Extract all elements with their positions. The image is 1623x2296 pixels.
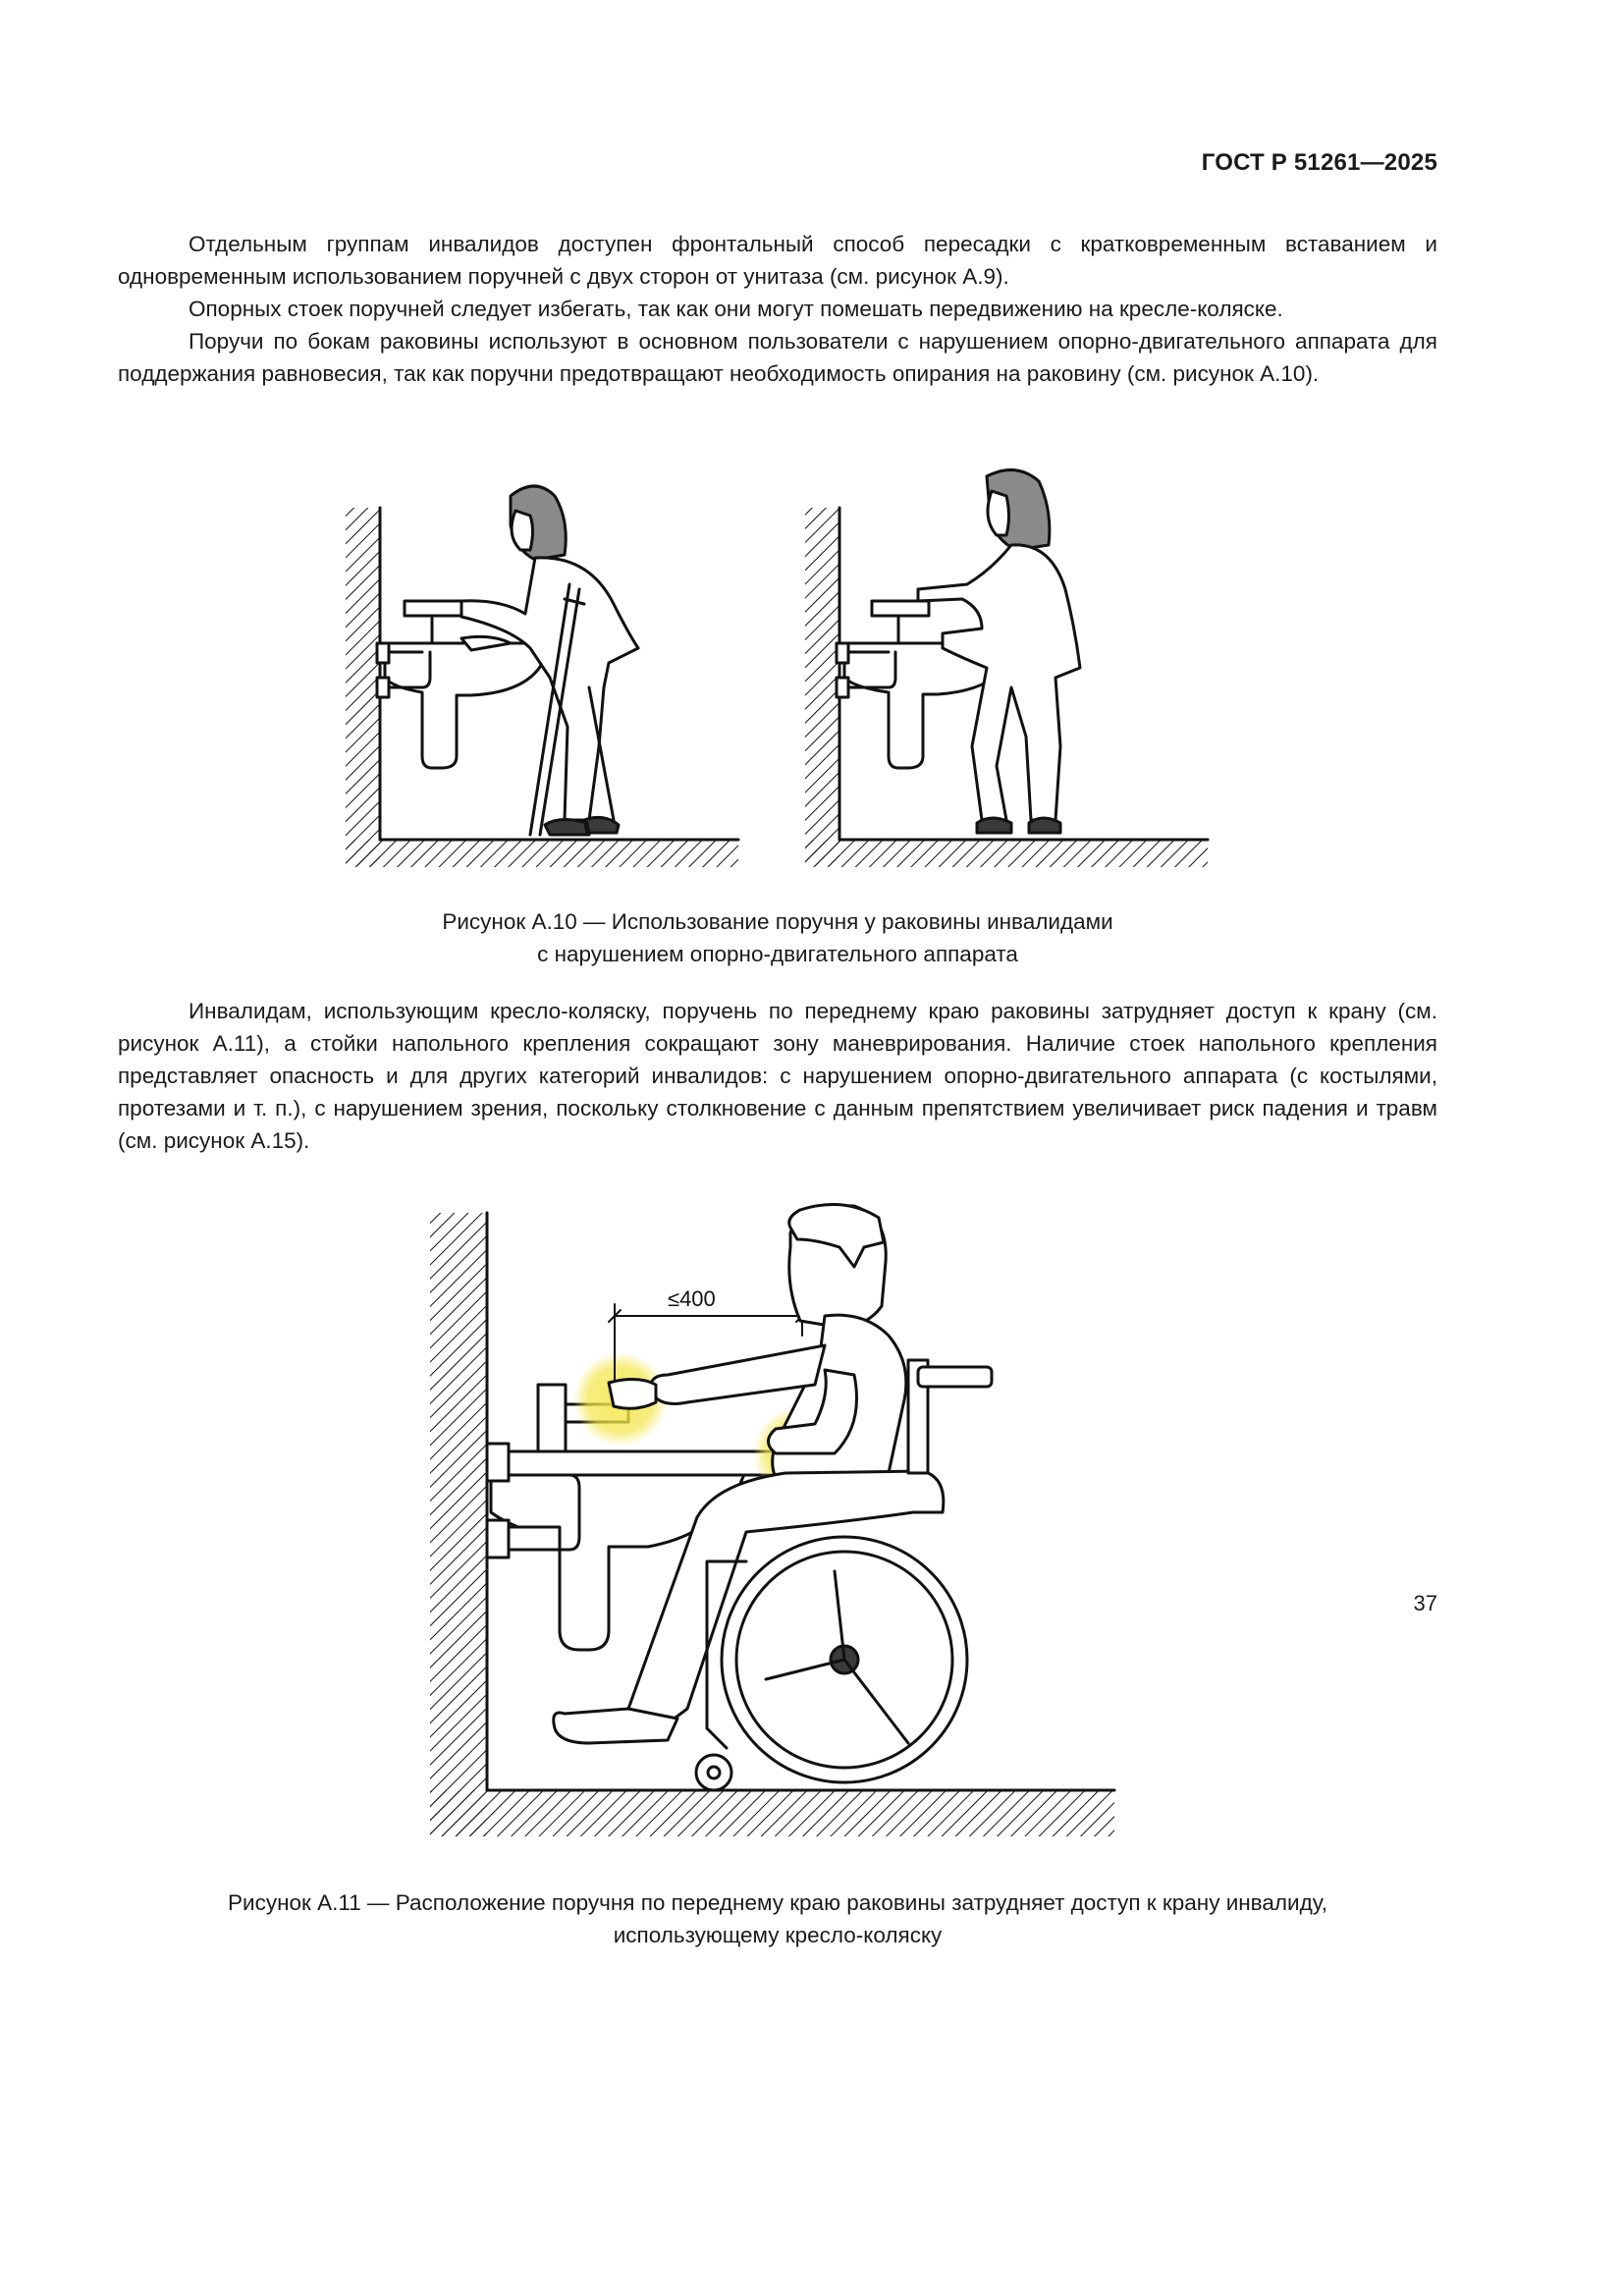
paragraph-frontal-transfer: Отдельным группам инвалидов доступен фронтальный способ пересадки с кратковременным вставанием и одновременным использованием поручней с двух сторон от унитаза (см. рисунок А.9). bbox=[118, 232, 1437, 289]
hand-icon bbox=[609, 1379, 656, 1408]
middle-paragraph-block bbox=[118, 995, 1437, 1157]
figure-a10-right-illustration bbox=[805, 470, 1208, 867]
foot-icon bbox=[554, 1709, 677, 1743]
faucet-icon bbox=[405, 601, 463, 616]
figure-a11-illustration bbox=[430, 1205, 1114, 1836]
floor-hatch bbox=[430, 1790, 1114, 1836]
faucet-icon bbox=[872, 601, 929, 616]
figure-a10-caption-line2: с нарушением опорно-двигательного аппарата bbox=[537, 942, 1018, 966]
paragraph-wheelchair-access: Инвалидам, использующим кресло-коляску, поручень по переднему краю раковины затрудняет доступ к крану (см. рисунок А.11), а стойки напольного крепления сокращают зону маневрирования. Наличие стоек напольного крепления представляет опасность и для других категорий инвалидов: с нарушением опорно-двигательного аппарата (с костылями, протезами и т. п.), с нарушением зрения, поскольку столкновение с данным препятствием увеличивает риск падения и травм (см. рисунок А.15). bbox=[118, 999, 1437, 1153]
figure-a10-left-illustration bbox=[346, 486, 738, 867]
sink-icon bbox=[385, 643, 545, 768]
figure-a11-caption-line1: Рисунок А.11 — Расположение поручня по переднему краю раковины затрудняет доступ к крану инвалиду, bbox=[228, 1890, 1327, 1915]
figure-a11-caption bbox=[118, 1886, 1437, 1951]
wheelchair-handle-icon bbox=[918, 1367, 992, 1387]
wall-flange-icon bbox=[487, 1444, 509, 1481]
page-number: 37 bbox=[1413, 1591, 1437, 1615]
shoes-icon bbox=[977, 818, 1060, 833]
dimension-label: ≤400 bbox=[668, 1286, 716, 1311]
paragraph-avoid-posts: Опорных стоек поручней следует избегать, так как они могут помешать передвижению на кресле-коляске. bbox=[189, 297, 1283, 321]
wall-hatch bbox=[805, 508, 839, 866]
wall-hatch bbox=[346, 508, 380, 866]
floor-hatch bbox=[346, 840, 738, 867]
faucet-icon bbox=[538, 1385, 566, 1453]
wall-hatch bbox=[430, 1213, 487, 1836]
figure-a10-caption-line1: Рисунок А.10 — Использование поручня у раковины инвалидами bbox=[442, 909, 1113, 934]
shoes-icon bbox=[545, 817, 619, 835]
figure-a10-caption bbox=[118, 905, 1437, 970]
caster-wheel-icon bbox=[696, 1755, 731, 1790]
document-code-header: ГОСТ Р 51261—2025 bbox=[1201, 149, 1437, 176]
figure-a11-caption-line2: использующему кресло-коляску bbox=[613, 1923, 943, 1947]
paragraph-side-rails: Поручи по бокам раковины используют в основном пользователи с нарушением опорно-двигательного аппарата для поддержания равновесия, так как поручни предотвращают необходимость опирания на раковину (см. рисунок А.10). bbox=[118, 329, 1437, 386]
floor-hatch bbox=[805, 840, 1208, 867]
